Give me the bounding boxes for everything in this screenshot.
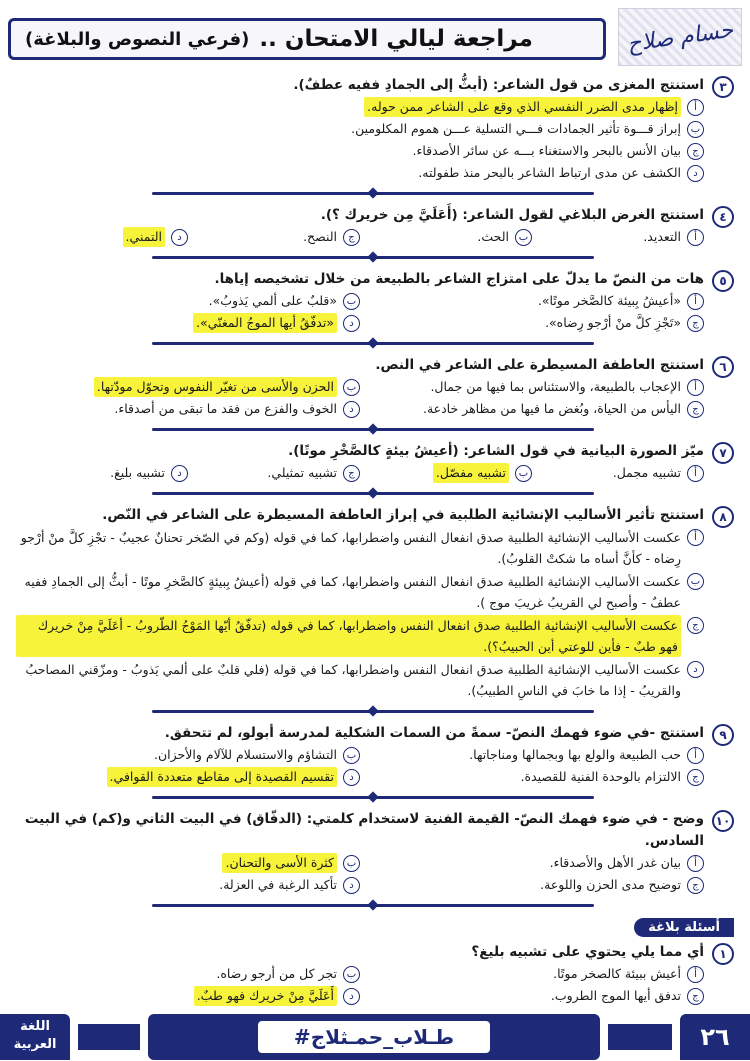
option-text: عكست الأساليب الإنشائية الطلبية صدق انفعال النفس واضطرابها، كما في قوله (أعيشُ بِبيئةٍ كالصَّخرِ موتًا - أبثُّ إلى الجمادِ ففيه عطفٌ - وأصبح لي القريبُ غريبَ موج ). xyxy=(24,574,681,610)
option-item xyxy=(16,398,360,420)
option-letter-circle: د xyxy=(171,229,188,246)
option-text: النصح. xyxy=(303,229,337,244)
question-text: هات من النصّ ما يدلّ على امتزاج الشاعر بالطبيعة من خلال تشخيصه إياها. xyxy=(214,271,704,287)
option-item xyxy=(360,963,704,985)
question-list xyxy=(12,74,734,1004)
option-letter-circle: ج xyxy=(687,315,704,332)
option-item xyxy=(360,462,532,484)
option-letter-circle: ب xyxy=(515,229,532,246)
option-item xyxy=(16,963,360,985)
option-text: تشبيه مجمل. xyxy=(612,465,681,480)
option-item xyxy=(16,766,360,788)
option-letter-circle: ج xyxy=(687,988,704,1005)
logo-signature: حسام صلاح xyxy=(625,17,735,57)
option-item xyxy=(16,744,360,766)
option-text: حب الطبيعة والولع بها وبجمالها ومناجاتها. xyxy=(469,747,681,762)
option-item xyxy=(16,852,360,874)
question-block xyxy=(12,354,734,420)
option-item xyxy=(16,658,704,702)
question-text: استنتج العاطفة المسيطرة على الشاعر في النص. xyxy=(375,357,704,373)
option-letter-circle: أ xyxy=(687,99,704,116)
question-block xyxy=(12,808,734,896)
separator xyxy=(12,790,734,804)
option-text: «تَجْزِ كلَّ منْ أرْجو رِضاه». xyxy=(545,315,681,330)
option-letter-circle: ج xyxy=(687,617,704,634)
question-number: ٩ xyxy=(712,724,734,746)
option-list xyxy=(16,526,704,702)
question-number: ٤ xyxy=(712,206,734,228)
question-block xyxy=(12,440,734,484)
option-letter-circle: أ xyxy=(687,293,704,310)
subject-line-2: العربية xyxy=(13,1037,57,1052)
option-letter-circle: ب xyxy=(343,293,360,310)
option-list xyxy=(16,376,704,420)
footer-bar-left xyxy=(78,1024,140,1050)
option-letter-circle: ب xyxy=(687,573,704,590)
separator xyxy=(12,898,734,912)
option-text-highlighted: الحزن والأسى من تغيّر النفوس وتحوّل مودّتها. xyxy=(94,377,337,397)
option-item xyxy=(360,376,704,398)
option-text: الكشف عن مدى ارتباط الشاعر بالبحر منذ طفولته. xyxy=(418,165,681,180)
option-letter-circle: أ xyxy=(687,966,704,983)
question-text: ميّز الصورة البيانية في قول الشاعر: (أعيشُ بيئةٍ كالصَّخْرِ موتًا). xyxy=(288,443,704,459)
separator xyxy=(12,704,734,718)
separator xyxy=(12,186,734,200)
question-block xyxy=(12,722,734,788)
option-text: التشاؤم والاستسلام للآلام والأحزان. xyxy=(154,747,337,762)
option-text: تدفق أيها الموج الطروب. xyxy=(550,988,681,1003)
option-item xyxy=(16,874,360,896)
option-item xyxy=(16,96,704,118)
option-text: إبراز قـــوة تأثير الجمادات فـــي التسلية عـــن هموم المكلومين. xyxy=(351,121,681,136)
question-text: استنتج المغزى من قول الشاعر: (أبثُّ إلى الجمادِ ففيه عطفٌ). xyxy=(293,77,704,93)
question-text: استنتج تأثير الأساليب الإنشائية الطلبية في إبراز العاطفة المسيطرة على الشاعر في النّص. xyxy=(102,507,704,523)
question-block xyxy=(12,941,734,1007)
option-item xyxy=(16,526,704,570)
question-text: أي مما يلي يحتوي على تشبيه بليغ؟ xyxy=(471,944,704,960)
page-title: مراجعة ليالي الامتحان .. xyxy=(259,26,533,52)
option-text-highlighted: أَعَلَيَّ مِنْ خريرك فهو طبٌ. xyxy=(194,986,337,1006)
option-item xyxy=(532,462,704,484)
option-text: الحث. xyxy=(477,229,509,244)
option-text-highlighted: عكست الأساليب الإنشائية الطلبية صدق انفعال النفس واضطرابها، كما في قوله (تدفّقُ أيّها المَوْجُ الطّروبُ - أعَلَيَّ مِنْ خريرك فهو طبٌ - فأين للوعتي أين الحبيبُ؟). xyxy=(16,615,681,657)
option-item xyxy=(360,226,532,248)
hashtag-banner xyxy=(148,1014,600,1060)
option-text-highlighted: تشبيه مفصّل. xyxy=(433,463,509,483)
option-list xyxy=(16,290,704,334)
option-item xyxy=(16,140,704,162)
option-text: الخوف والفزع من فقد ما تبقى من أصدقاء. xyxy=(114,401,337,416)
footer xyxy=(0,1010,750,1061)
option-letter-circle: د xyxy=(343,877,360,894)
question-number: ٨ xyxy=(712,506,734,528)
option-item xyxy=(16,570,704,614)
page-number: ٢٦ xyxy=(680,1014,750,1060)
option-letter-circle: أ xyxy=(687,855,704,872)
separator xyxy=(12,422,734,436)
option-list xyxy=(16,462,704,484)
option-text-highlighted: «تدفّقُ أيها الموجُ المغنّي». xyxy=(193,313,337,333)
option-list xyxy=(16,852,704,896)
option-letter-circle: ب xyxy=(343,747,360,764)
option-letter-circle: أ xyxy=(687,379,704,396)
option-item xyxy=(16,462,188,484)
option-text-highlighted: كثرة الأسى والتحنان. xyxy=(222,853,337,873)
question-text: استنتج -في ضوء فهمك النصّ- سمةً من السمات الشكلية لمدرسة أبولو، لم تتحقق. xyxy=(164,725,704,741)
option-text: توضيح مدى الحزن واللوعة. xyxy=(540,877,681,892)
separator xyxy=(12,250,734,264)
option-item xyxy=(16,290,360,312)
header-banner xyxy=(8,18,606,60)
option-letter-circle: ج xyxy=(687,769,704,786)
option-item xyxy=(360,744,704,766)
option-letter-circle: أ xyxy=(687,229,704,246)
question-number: ٣ xyxy=(712,76,734,98)
option-text: تشبيه تمثيلي. xyxy=(267,465,337,480)
option-item xyxy=(532,226,704,248)
question-number: ١ xyxy=(712,943,734,965)
option-letter-circle: ب xyxy=(343,855,360,872)
option-text: عكست الأساليب الإنشائية الطلبية صدق انفعال النفس واضطرابها، كما في قوله (فلي قلبٌ على ألمي يَذوبُ - ومزّقني المصاحبُ والقريبُ - إذا ما خابَ في الناسِ الطبيبُ). xyxy=(25,662,681,698)
option-text: بيان غدر الأهل والأصدقاء. xyxy=(549,855,681,870)
option-text-highlighted: التمني. xyxy=(123,227,165,247)
option-item xyxy=(360,852,704,874)
option-list xyxy=(16,963,704,1007)
option-letter-circle: د xyxy=(171,465,188,482)
option-item xyxy=(16,614,704,658)
option-item xyxy=(16,376,360,398)
option-list xyxy=(16,226,704,248)
option-letter-circle: ج xyxy=(687,877,704,894)
option-item xyxy=(16,985,360,1007)
option-letter-circle: ج xyxy=(687,401,704,418)
option-item xyxy=(188,462,360,484)
logo xyxy=(618,8,742,66)
question-number: ٥ xyxy=(712,270,734,292)
option-item xyxy=(360,312,704,334)
option-item xyxy=(360,874,704,896)
section-heading: أسئلة بلاغة xyxy=(634,918,734,937)
page-subtitle: (فرعي النصوص والبلاغة) xyxy=(25,28,250,50)
option-text: تشبيه بليغ. xyxy=(110,465,165,480)
option-item xyxy=(360,985,704,1007)
question-number: ٧ xyxy=(712,442,734,464)
option-item xyxy=(16,162,704,184)
subject-line-1: اللغة xyxy=(20,1019,50,1034)
option-text: أعيش ببيئة كالصخر موتًا. xyxy=(553,966,681,981)
question-block xyxy=(12,268,734,334)
option-letter-circle: أ xyxy=(687,747,704,764)
question-text: وضح - في ضوء فهمك النصّ- القيمة الفنية لاستخدام كلمتي: (الدفّاق) في البيت الثاني و(كم) في البيت السادس. xyxy=(24,811,704,849)
option-letter-circle: د xyxy=(343,315,360,332)
option-letter-circle: ب xyxy=(343,379,360,396)
separator xyxy=(12,336,734,350)
question-text: استنتج الغرض البلاغي لقول الشاعر: (أَعَلَيَّ مِن خريرك ؟). xyxy=(320,207,704,223)
option-text: بيان الأنس بالبحر والاستغناء بـــه عن سائر الأصدقاء. xyxy=(412,143,681,158)
question-block xyxy=(12,74,734,184)
option-letter-circle: ب xyxy=(343,966,360,983)
question-block xyxy=(12,504,734,702)
option-letter-circle: ب xyxy=(515,465,532,482)
option-letter-circle: ج xyxy=(343,229,360,246)
option-text: تأكيد الرغبة في العزلة. xyxy=(219,877,337,892)
option-text: تجر كل من أرجو رضاه. xyxy=(216,966,337,981)
option-item xyxy=(360,290,704,312)
option-letter-circle: د xyxy=(343,769,360,786)
option-text: التعديد. xyxy=(643,229,681,244)
option-text: اليأس من الحياة، وبُغض ما فيها من مظاهر خادعة. xyxy=(422,401,681,416)
subject-badge xyxy=(0,1014,70,1060)
option-text: الإعجاب بالطبيعة، والاستئناس بما فيها من جمال. xyxy=(430,379,681,394)
option-text: الالتزام بالوحدة الفنية للقصيدة. xyxy=(520,769,681,784)
header xyxy=(8,8,742,66)
option-item xyxy=(16,118,704,140)
option-item xyxy=(16,312,360,334)
option-letter-circle: د xyxy=(343,401,360,418)
option-list xyxy=(16,744,704,788)
option-item xyxy=(360,766,704,788)
option-item xyxy=(16,226,188,248)
separator xyxy=(12,486,734,500)
option-letter-circle: ج xyxy=(687,143,704,160)
option-text-highlighted: إظهار مدى الضرر النفسي الذي وقع على الشاعر ممن حوله. xyxy=(364,97,681,117)
option-letter-circle: ب xyxy=(687,121,704,138)
option-letter-circle: د xyxy=(687,661,704,678)
option-text: «أعيشُ بِبيئة كالصَّخر موتًا». xyxy=(537,293,681,308)
option-letter-circle: أ xyxy=(687,529,704,546)
option-letter-circle: د xyxy=(343,988,360,1005)
option-list xyxy=(16,96,704,184)
hashtag: #طـلاب_حمـثلاج xyxy=(258,1021,490,1053)
option-letter-circle: أ xyxy=(687,465,704,482)
option-item xyxy=(188,226,360,248)
option-text: «قلبٌ على ألمي يَذوبُ». xyxy=(208,293,337,308)
question-number: ١٠ xyxy=(712,810,734,832)
question-number: ٦ xyxy=(712,356,734,378)
option-text-highlighted: تقسيم القصيدة إلى مقاطع متعددة القوافي. xyxy=(107,767,337,787)
option-item xyxy=(360,398,704,420)
option-text: عكست الأساليب الإنشائية الطلبية صدق انفعال النفس واضطرابها، كما في قوله (وكم في الصّخر تحنانٌ عجيبٌ - تجْزِ كلَّ منْ أرْجو رِضاه - كأنَّ أساه ما شكتْ القلوبُ). xyxy=(20,530,681,566)
question-block xyxy=(12,204,734,248)
option-letter-circle: ج xyxy=(343,465,360,482)
option-letter-circle: د xyxy=(687,165,704,182)
footer-bar-right xyxy=(608,1024,672,1050)
